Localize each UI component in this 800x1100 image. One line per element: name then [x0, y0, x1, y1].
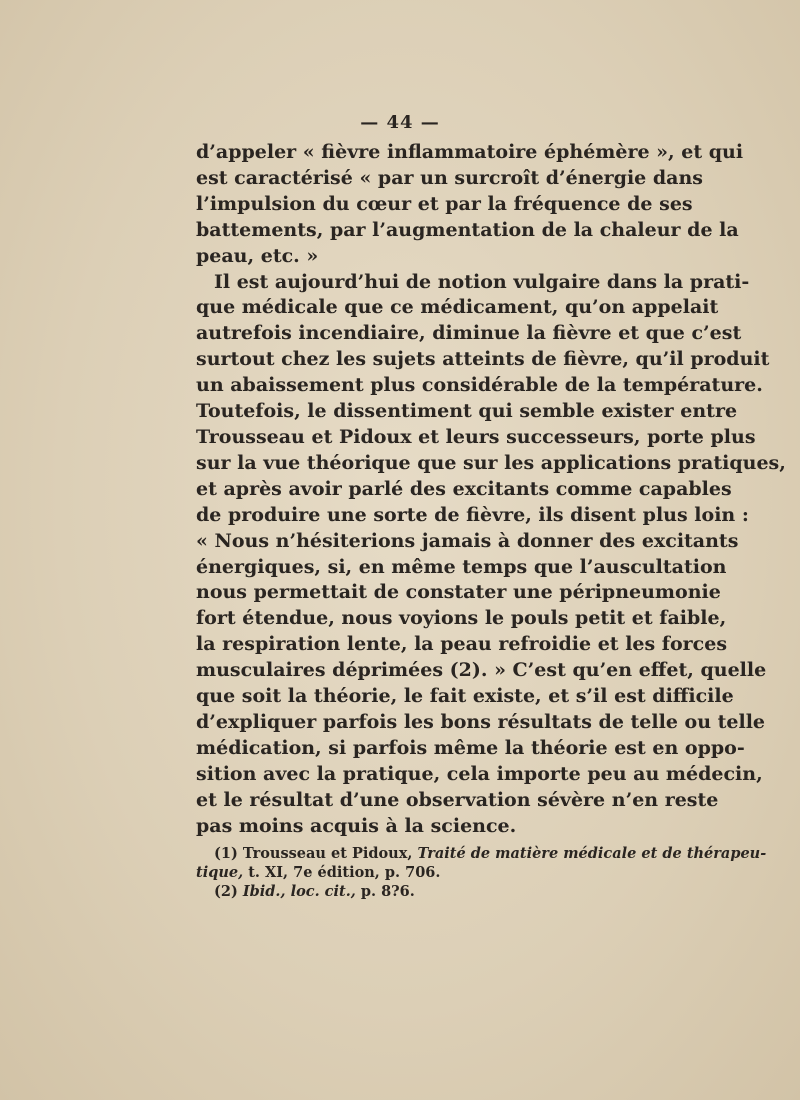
footnotes [196, 844, 767, 901]
text-line: nous permettait de constater une péripneumonie [196, 581, 721, 604]
text-line: Toutefois, le dissentiment qui semble exister entre [196, 400, 738, 423]
text-line: la respiration lente, la peau refroidie et les forces [196, 633, 728, 656]
footnote-1: (1) Trousseau et Pidoux, Traité de matière médicale et de thérapeu- [214, 845, 767, 862]
text-line: d’expliquer parfois les bons résultats de telle ou telle [196, 710, 766, 733]
page-number: — 44 — [360, 112, 440, 133]
text-line: surtout chez les sujets atteints de fièvre, qu’il produit [196, 348, 770, 371]
text-line: sition avec la pratique, cela importe peu au médecin, [196, 762, 763, 785]
text-line: sur la vue théorique que sur les applications pratiques, [196, 451, 786, 474]
text-line: un abaissement plus considérable de la température. [196, 374, 763, 397]
footnote-1-continued: tique, t. XI, 7e édition, p. 706. [196, 864, 441, 881]
text-line: musculaires déprimées (2). » C’est qu’en effet, quelle [196, 659, 767, 682]
text-line: énergiques, si, en même temps que l’auscultation [196, 555, 727, 578]
text-line: fort étendue, nous voyions le pouls petit et faible, [196, 607, 727, 630]
text-line: médication, si parfois même la théorie est en oppo- [196, 736, 745, 759]
footnote-2-ref: Ibid., loc. cit., [242, 883, 356, 900]
text-line: autrefois incendiaire, diminue la fièvre et que c’est [196, 322, 742, 345]
text-line: que médicale que ce médicament, qu’on appelait [196, 296, 719, 319]
text-line: Trousseau et Pidoux et leurs successeurs, porte plus [196, 425, 756, 448]
text-line: l’impulsion du cœur et par la fréquence de ses [196, 192, 693, 215]
text-line: d’appeler « fièvre inflammatoire éphémère », et qui [196, 141, 744, 163]
body-text [196, 140, 786, 839]
text-line: et le résultat d’une observation sévère n’en reste [196, 788, 719, 811]
text-line: « Nous n’hésiterions jamais à donner des excitants [196, 529, 739, 552]
text-line: de produire une sorte de fièvre, ils disent plus loin : [196, 503, 749, 526]
text-line: est caractérisé « par un surcroît d’énergie dans [196, 166, 703, 189]
text-line: que soit la théorie, le fait existe, et s’il est difficile [196, 685, 734, 708]
text-line: battements, par l’augmentation de la chaleur de la [196, 218, 739, 241]
text-line: et après avoir parlé des excitants comme capables [196, 477, 732, 500]
footnote-2: (2) Ibid., loc. cit., p. 8?6. [214, 883, 415, 900]
text-line: peau, etc. » [196, 244, 319, 267]
text-line: pas moins acquis à la science. [196, 814, 517, 837]
text-line: Il est aujourd’hui de notion vulgaire dans la prati- [214, 270, 750, 293]
footnote-1-title: Traité de matière médicale et de thérapeu- [417, 845, 767, 862]
